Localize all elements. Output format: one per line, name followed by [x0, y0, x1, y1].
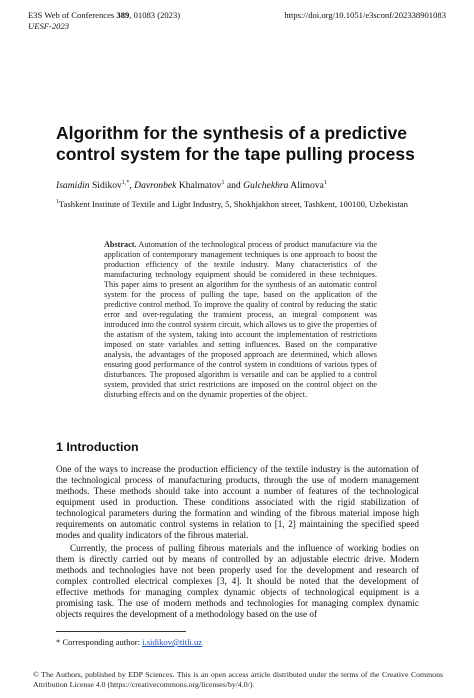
author-1: Isamidin Sidikov$^{1,*}$,: [56, 180, 135, 192]
intro-paragraph-1: One of the ways to increase the production efficiency of the textile industry is the automation of the technological process of manufacturing products, through the use of modern management methods. These methods should take into account a number of features of the technological equipment used in production. These conditions associated with the rigid stabilization of technological parameters during the formation and winding of the fibrous material impose high requirements on automatic control systems in relation to [1, 2] maintaining the specified speed modes and quality indicators of the fibrous material.: [56, 464, 419, 541]
journal-citation: E3S Web of Conferences 389, 01083 (2023): [28, 10, 181, 20]
section-heading: 1 Introduction: [56, 440, 139, 454]
running-header-left: [28, 10, 180, 31]
paper-title: Algorithm for the synthesis of a predictive control system for the tape pulling process: [56, 123, 415, 164]
author-email-link[interactable]: i.sidikov@titli.uz: [142, 637, 203, 647]
volume-number: 389: [116, 10, 130, 20]
license-footer: © The Authors, published by EDP Sciences. This is an open access article distributed under the terms of the Creative Commons Attribution License 4.0 (https://creativecommons.org/licenses/by/4.0/).: [33, 670, 443, 689]
footnote: * Corresponding author: i.sidikov@titli.uz: [56, 637, 203, 647]
abstract: [104, 240, 377, 400]
author-3: Gulchekhra Alimova$^1$: [243, 180, 327, 192]
intro-paragraph-2: Currently, the process of pulling fibrous materials and the influence of working bodies on them is directly carried out by means of controlled by an adjustable electric drive. Modern methods and technologies have not been properly used for the development and research of complex controlled electrical complexes [3, 4]. It should be noted that the development of effective methods for managing complex dynamic objects of technological equipment is a promising task. The use of modern methods and technologies for managing complex dynamic objects requires the development of a methodology based on the use of: [56, 543, 419, 620]
doi-link[interactable]: https://doi.org/10.1051/e3sconf/202338901083: [284, 10, 446, 20]
footnote-divider: [56, 631, 186, 632]
conference-name: UESF-2023: [28, 20, 70, 31]
author-list: [56, 180, 327, 191]
affiliation: $^1$Tashkent Institute of Textile and Light Industry, 5, Shokhjakhon street, Tashkent, 100100, Uzbekistan: [56, 198, 408, 209]
abstract-label: Abstract.: [104, 240, 137, 249]
author-2: Davronbek Khalmatov$^1$ and: [134, 180, 244, 192]
abstract-text: Automation of the technological process of product manufacture via the application of contemporary management techniques is one approach to boost the production efficiency of the textile industry. Many characteristics of the manufacturing technology equipment should be considered in these techniques. This paper aims to present an algorithm for the synthesis of an automatic control system for the process of pulling the tape, based on the application of the predictive control method. To improve the quality of control by reducing the static error and over-regulating the transient process, an integral component was introduced into the control system circuit, which allows us to give the properties of the astatism of the system, taking into account the implementation of restrictions imposed on state variables and setting influences. Based on the comparative analysis, the advantages of the proposed approach are determined, which allows ensuring good performance of the control system in conditions of various types of disturbances. The proposed algorithm is versatile and can be applied to a control system, provided that strict restrictions are imposed on the control object on the disturbing effects and on the dynamic properties of the object.: [104, 240, 377, 399]
